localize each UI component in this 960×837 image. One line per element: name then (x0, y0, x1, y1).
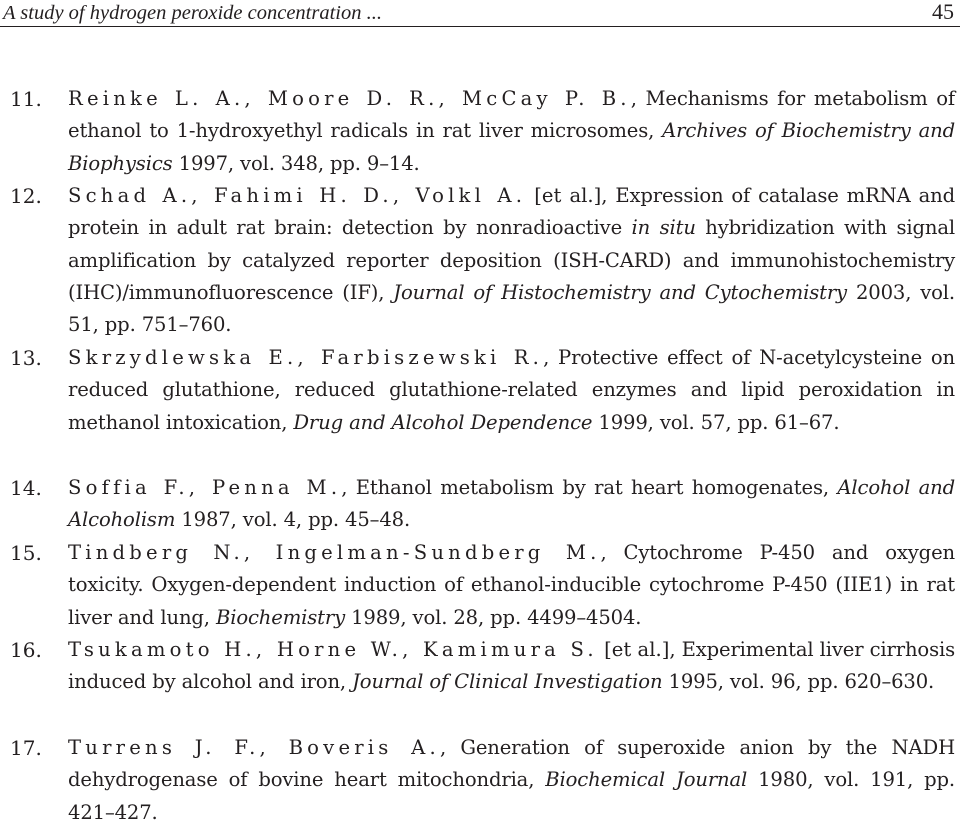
running-header (0, 0, 960, 27)
reference-details: 1997, vol. 348, pp. 9–14. (172, 151, 420, 175)
reference-text (68, 634, 955, 699)
reference-description: , Generation of superoxide anion by the NADH dehydrogenase of bovine heart mitochondria, (68, 736, 956, 792)
reference-item (0, 342, 960, 439)
reference-description: , Protective effect of N-acetylcysteine on reduced glutathione, reduced glutathione-related enzymes and lipid peroxidation in methanol intoxication, (68, 346, 956, 434)
reference-details: 1987, vol. 4, pp. 45–48. (175, 508, 411, 532)
reference-authors: Reinke L. A., Moore D. R., McCay P. B. (68, 87, 631, 110)
reference-details: 1989, vol. 28, pp. 4499–4504. (345, 605, 642, 629)
reference-item (0, 180, 960, 341)
reference-number: 13. (10, 346, 42, 370)
running-title: A study of hydrogen peroxide concentration ... (3, 2, 382, 24)
reference-number: 14. (10, 476, 42, 500)
reference-authors: Tindberg N., Ingelman-Sundberg M. (68, 541, 601, 564)
reference-authors: Tsukamoto H., Horne W., Kamimura S. (68, 638, 598, 661)
page-number: 45 (932, 0, 954, 24)
reference-item (0, 83, 960, 180)
reference-description: , Expression of catalase mRNA and protein in adult rat brain: detection by nonradioactive (68, 184, 955, 240)
reference-description: , Cytochrome P-450 and oxygen toxicity. Oxygen-dependent induction of ethanol-inducible cytochrome P-450 (IIE1) in rat liver and lung, (68, 541, 955, 629)
reference-details: 1980, vol. 191, pp. 421–427. (68, 768, 955, 824)
reference-text (68, 180, 955, 341)
reference-et-al: [et al.] (597, 638, 670, 661)
reference-et-al: [et al.] (526, 184, 602, 207)
reference-authors: Skrzydlewska E., Farbiszewski R. (68, 346, 544, 369)
reference-description: , Ethanol metabolism by rat heart homogenates, (341, 476, 838, 499)
reference-description-cont: hybridization with signal amplification by catalyzed reporter deposition (ISH-CARD) and immunohistochemistry (IHC)/immunofluorescence (IF), (68, 216, 955, 304)
reference-journal: Biochemical Journal (545, 768, 748, 792)
reference-description: , Mechanisms for metabolism of ethanol to 1-hydroxyethyl radicals in rat liver microsomes, (68, 87, 956, 143)
reference-authors: Soffia F., Penna M. (68, 476, 342, 499)
reference-text (68, 537, 955, 634)
reference-journal: Drug and Alcohol Dependence (293, 410, 593, 434)
reference-text (68, 732, 955, 829)
reference-emphasis: in situ (631, 216, 696, 240)
reference-authors: Turrens J. F., Boveris A. (68, 736, 440, 759)
reference-journal: Biochemistry (215, 605, 346, 629)
reference-text (68, 472, 955, 537)
reference-number: 11. (10, 87, 42, 111)
reference-text (68, 83, 955, 180)
reference-journal: Journal of Histochemistry and Cytochemistry (393, 280, 847, 304)
reference-details: 2003, vol. 51, pp. 751–760. (68, 280, 955, 337)
reference-number: 12. (10, 184, 42, 208)
reference-journal: Archives of Biochemistry and Biophysics (68, 119, 955, 175)
reference-item (0, 732, 960, 829)
reference-journal: Alcohol and Alcoholism (68, 476, 955, 532)
reference-journal: Journal of Clinical Investigation (352, 670, 663, 694)
reference-item (0, 472, 960, 537)
reference-number: 16. (10, 638, 42, 662)
reference-authors: Schad A., Fahimi H. D., Volkl A. (68, 184, 527, 207)
reference-item (0, 634, 960, 699)
reference-number: 15. (10, 541, 42, 565)
reference-details: 1995, vol. 96, pp. 620–630. (662, 670, 935, 694)
reference-number: 17. (10, 736, 42, 760)
reference-text (68, 342, 955, 439)
reference-details: 1999, vol. 57, pp. 61–67. (592, 410, 840, 434)
reference-description: , Experimental liver cirrhosis induced by alcohol and iron, (68, 638, 955, 694)
reference-item (0, 537, 960, 634)
